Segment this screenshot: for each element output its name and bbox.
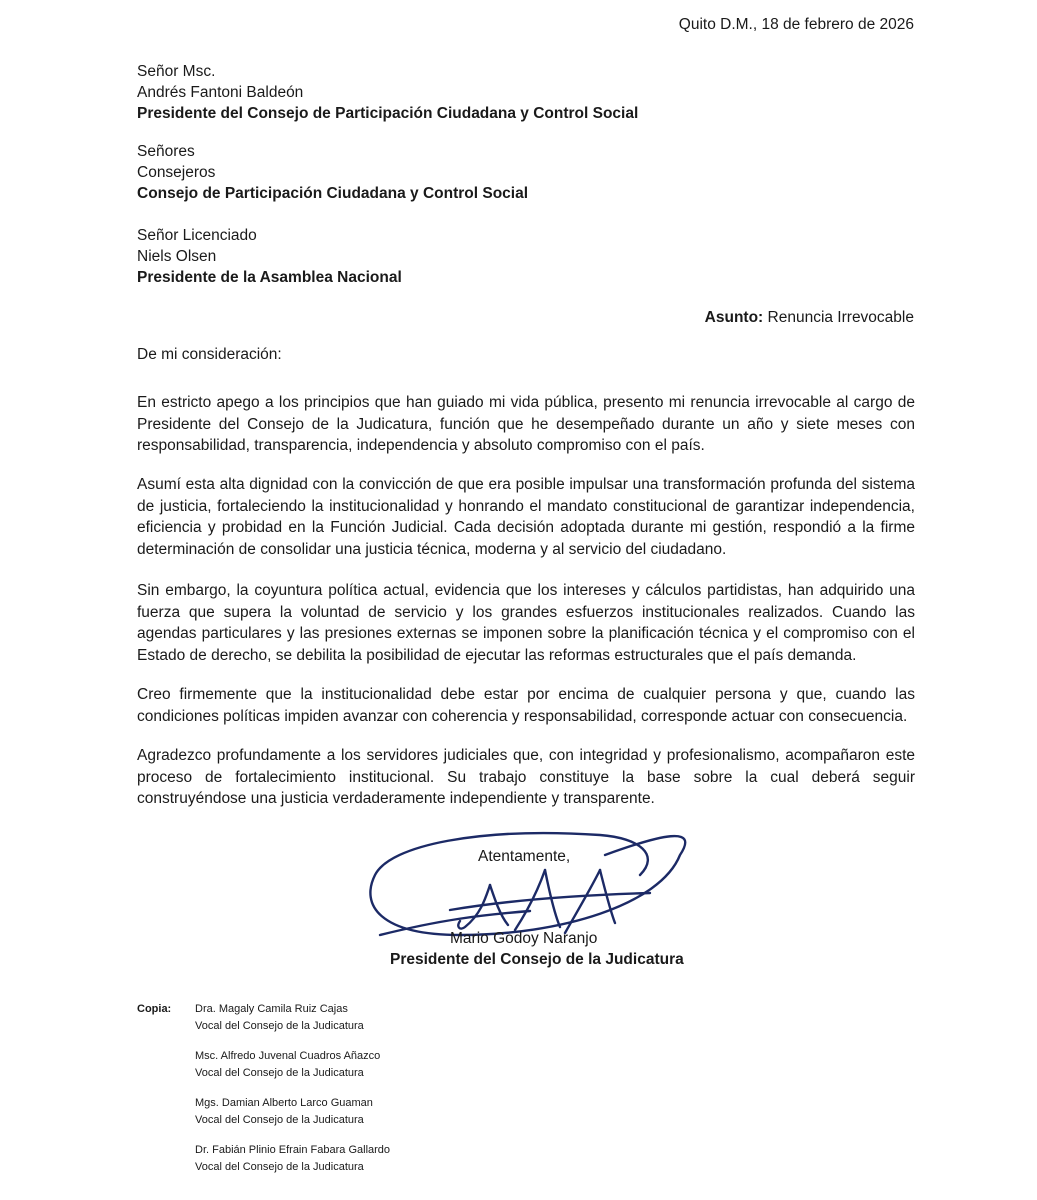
body-paragraph-1: En estricto apego a los principios que han guiado mi vida pública, presento mi renuncia irrevocable al cargo de Presidente del Consejo de la Judicatura, función que he desempeñado durante un año y siete meses con responsabilidad, transparencia, independencia y absoluto compromiso con el país.	[137, 394, 915, 454]
body-paragraph-5: Agradezco profundamente a los servidores judiciales que, con integridad y profesionalismo, acompañaron este proceso de fortalecimiento institucional. Su trabajo constituye la base sobre la cual deberá seguir construyéndose una justicia verdaderamente independiente y transparente.	[137, 747, 915, 807]
subject-line	[705, 309, 914, 327]
recipient-title: Presidente del Consejo de Participación Ciudadana y Control Social	[137, 105, 639, 122]
copy-name: Dr. Fabián Plinio Efrain Fabara Gallardo	[195, 1144, 391, 1156]
recipient-salutation: Señores	[137, 143, 195, 160]
copy-recipient	[195, 1095, 373, 1129]
copy-name: Msc. Alfredo Juvenal Cuadros Añazco	[195, 1050, 381, 1062]
copy-role: Vocal del Consejo de la Judicatura	[195, 1020, 364, 1032]
body-paragraph-3: Sin embargo, la coyuntura política actual, evidencia que los intereses y cálculos partidistas, han adquirido una fuerza que supera la voluntad de servicio y los grandes esfuerzos institucionales realizados. Cuando las agendas particulares y las presiones externas se imponen sobre la planificación técnica y el compromiso con el Estado de derecho, se debilita la posibilidad de ejecutar las reformas estructurales que el país demanda.	[137, 582, 915, 664]
recipient-title: Presidente de la Asamblea Nacional	[137, 269, 402, 286]
copy-name: Mgs. Damian Alberto Larco Guaman	[195, 1097, 373, 1109]
copy-role: Vocal del Consejo de la Judicatura	[195, 1067, 364, 1079]
recipient-block-2	[137, 141, 528, 204]
subject-label: Asunto:	[704, 309, 764, 326]
copies-label: Copia:	[137, 1003, 172, 1015]
closing: Atentamente,	[478, 848, 571, 865]
signer-name: Mario Godoy Naranjo	[450, 930, 598, 947]
recipient-block-3	[137, 225, 402, 288]
recipient-name: Andrés Fantoni Baldeón	[137, 84, 304, 101]
body-paragraph-2: Asumí esta alta dignidad con la convicción de que era posible impulsar una transformación profunda del sistema de justicia, fortaleciendo la institucionalidad y honrando el mandato constitucional de garantizar independencia, eficiencia y probidad en la Función Judicial. Cada decisión adoptada durante mi gestión, respondió a la firme determinación de consolidar una justicia técnica, moderna y al servicio del ciudadano.	[137, 476, 915, 558]
subject-value: Renuncia Irrevocable	[767, 309, 914, 326]
copy-role: Vocal del Consejo de la Judicatura	[195, 1161, 364, 1173]
recipient-name: Consejeros	[137, 164, 216, 181]
salutation: De mi consideración:	[137, 346, 282, 363]
signer-title: Presidente del Consejo de la Judicatura	[390, 951, 684, 968]
body-paragraph-4: Creo firmemente que la institucionalidad debe estar por encima de cualquier persona y que, cuando las condiciones políticas impiden avanzar con coherencia y responsabilidad, corresponde actuar con consecuencia.	[137, 686, 915, 725]
copy-role: Vocal del Consejo de la Judicatura	[195, 1114, 364, 1126]
recipient-block-1	[137, 61, 638, 124]
recipient-name: Niels Olsen	[137, 248, 217, 265]
recipient-salutation: Señor Licenciado	[137, 227, 257, 244]
letter-date: Quito D.M., 18 de febrero de 2026	[678, 16, 914, 33]
recipient-salutation: Señor Msc.	[137, 63, 216, 80]
copy-recipient	[195, 1142, 390, 1176]
copy-recipient	[195, 1048, 380, 1082]
copy-name: Dra. Magaly Camila Ruiz Cajas	[195, 1003, 348, 1015]
copy-recipient	[195, 1001, 364, 1035]
recipient-title: Consejo de Participación Ciudadana y Control Social	[137, 185, 529, 202]
